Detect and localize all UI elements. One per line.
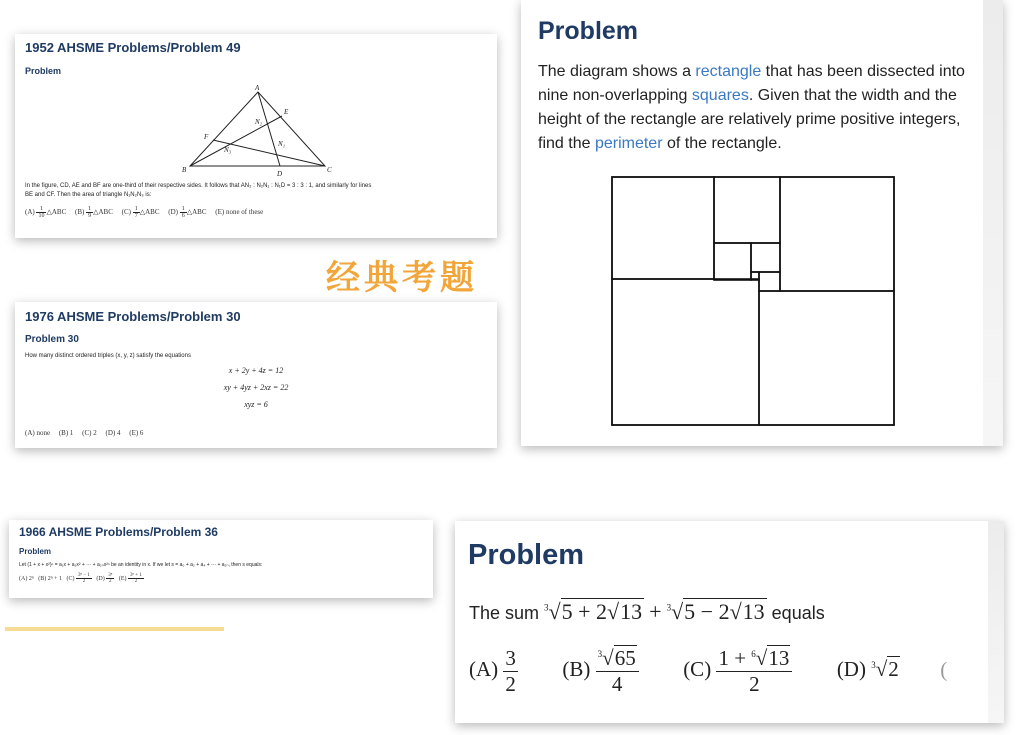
squares-dissection-diagram	[610, 175, 900, 431]
choice-d: (D) 4	[105, 429, 121, 437]
card-subtitle: Problem 30	[25, 334, 79, 345]
problem-text-line1: In the figure, CD, AE and BF are one-third of their respective sides. It follows that AN₂ : N₂N₁ : N₁D = 3 : 3 : 1, and similarly for lines	[25, 183, 372, 189]
scroll-edge	[988, 521, 1004, 723]
choice-d: (D) $^3$√2	[836, 657, 899, 682]
problem-card-1952-49	[15, 34, 497, 238]
card-title: 1966 AHSME Problems/Problem 36	[19, 525, 218, 539]
sum-expression: The sum $^3$√5 + 2√13 + $^3$√5 − 2√13 equals	[469, 599, 825, 624]
choice-c: (C) $\frac{1}{7}$ △ABC	[121, 206, 160, 219]
cube-root-1: $^3$√5 + 2√13	[544, 599, 643, 624]
label-n3: N₃	[224, 146, 232, 154]
answer-choices	[25, 206, 263, 219]
label-b: B	[182, 166, 187, 174]
choice-e-partial: (	[940, 657, 948, 682]
squares-link[interactable]: squares	[691, 87, 749, 104]
decorative-underline	[5, 627, 224, 631]
perimeter-link[interactable]: perimeter	[594, 135, 663, 152]
choice-e: (E) none of these	[215, 208, 264, 217]
answer-choices	[25, 429, 143, 437]
label-e: E	[284, 108, 289, 116]
choice-b: (B) $\frac{^3√65}{4}$	[562, 657, 638, 681]
choice-b: (B) 1	[58, 429, 74, 437]
answer-choices	[469, 646, 947, 697]
problem-card-1976-30	[15, 302, 497, 448]
label-c: C	[327, 166, 332, 174]
choice-a: (A) $\frac{1}{10}$ △ABC	[25, 206, 67, 219]
label-f: F	[204, 133, 209, 141]
choice-e: (E) $\frac{\text{3ⁿ + 1}}{2}$	[118, 573, 142, 584]
problem-card-cube-root-sum	[455, 521, 1004, 723]
card-title: Problem	[468, 539, 585, 571]
triangle-diagram	[180, 84, 350, 179]
card-subtitle: Problem	[19, 547, 52, 556]
label-n2: N₂	[255, 118, 263, 126]
cube-root-2: $^3$√5 − 2√13	[666, 599, 765, 624]
scroll-edge	[983, 0, 1003, 446]
choice-c: (C) $\frac{1 + ^6√13}{2}$	[683, 657, 792, 681]
card-subtitle: Problem	[25, 66, 62, 76]
choice-a: (A) none	[25, 429, 51, 437]
card-title: 1976 AHSME Problems/Problem 30	[25, 309, 241, 324]
choice-b: (B) 2ⁿ + 1	[38, 575, 63, 582]
label-a: A	[255, 84, 260, 92]
card-title: Problem	[538, 17, 639, 45]
problem-card-rectangle	[521, 0, 1003, 446]
choice-a: (A) 2ⁿ	[19, 575, 34, 582]
problem-text: The diagram shows a rectangle that has been dissected into nine non-overlapping squares. Given that the width and the height of the rectangle are relatively prime positive integers, find the perimeter of the rectangle.	[538, 63, 965, 152]
choice-d: (D) $\frac{\text{3ⁿ}}{2}$	[96, 573, 113, 584]
choice-c: (C) $\frac{\text{3ⁿ − 1}}{2}$	[66, 573, 90, 584]
rectangle-link[interactable]: rectangle	[695, 63, 762, 80]
problem-text: Let (1 + x + x²)ⁿ = a₁x + a₂x² + ··· + a₂ₙx²ⁿ be an identity in x. If we let s = a₀ + a₂ + a₄ + ··· + a₂ₙ, then s equals:	[19, 562, 263, 568]
label-n1: N₁	[278, 140, 286, 148]
problem-text-line2: BE and CF. Then the area of triangle N₁N₂N₃ is:	[25, 192, 152, 198]
equation-2: xy + 4yz + 2xz = 22	[223, 383, 289, 392]
choice-b: (B) $\frac{1}{9}$ △ABC	[75, 206, 113, 219]
choice-d: (D) $\frac{1}{6}$ △ABC	[168, 206, 207, 219]
classic-problems-banner: 经典考题	[326, 258, 478, 298]
answer-choices	[19, 573, 144, 584]
equation-3: xyz = 6	[244, 400, 268, 409]
equation-1: x + 2y + 4z = 12	[228, 366, 284, 375]
choice-c: (C) 2	[82, 429, 97, 437]
choice-e: (E) 6	[129, 429, 144, 437]
choice-a: (A) $\frac{3}{2}$	[469, 646, 516, 696]
question-text: How many distinct ordered triples (x, y, z) satisfy the equations	[25, 353, 191, 359]
card-title: 1952 AHSME Problems/Problem 49	[25, 40, 241, 55]
problem-card-1966-36	[9, 520, 433, 598]
label-d: D	[277, 170, 283, 178]
